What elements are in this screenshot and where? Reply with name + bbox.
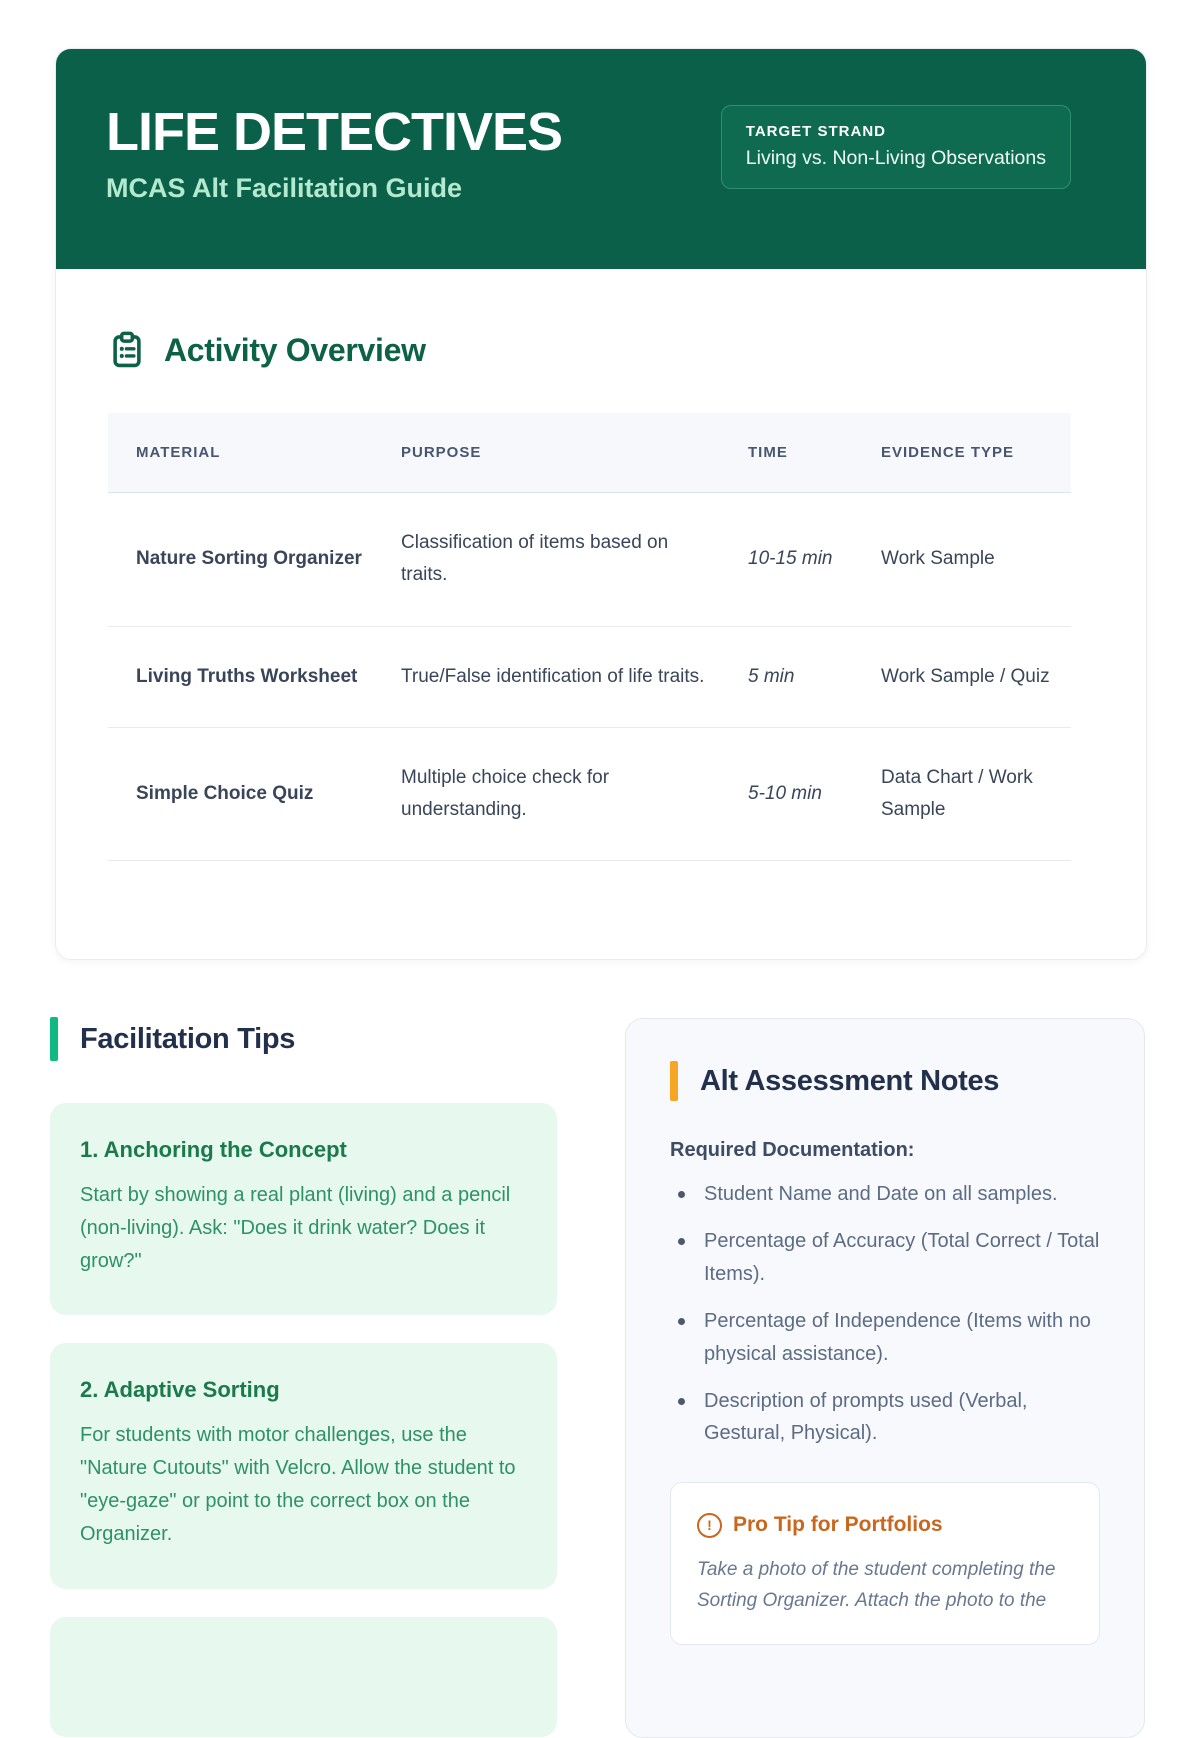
tip-body: Start by showing a real plant (living) and a pencil (non-living). Ask: "Does it drink water? Does it grow?" — [80, 1184, 511, 1272]
cell-time: 5 min — [720, 626, 853, 727]
cell-time: 5-10 min — [720, 727, 853, 861]
badge-label: TARGET STRAND — [745, 123, 886, 140]
tip-card — [50, 1103, 557, 1315]
tips-accent-bar — [50, 1017, 58, 1061]
alt-assessment-notes-heading: Alt Assessment Notes — [700, 1064, 1000, 1097]
tip-card — [50, 1343, 557, 1588]
alt-assessment-notes-card — [625, 1018, 1145, 1738]
notes-title-row — [670, 1059, 1100, 1103]
page-subtitle: MCAS Alt Facilitation Guide — [106, 173, 463, 203]
tip-title: 2. Adaptive Sorting — [80, 1377, 280, 1403]
bullet-item: Student Name and Date on all samples. — [670, 1178, 1100, 1210]
column-header-time: TIME — [720, 413, 853, 493]
activity-overview-section — [56, 269, 1146, 861]
table-row — [108, 493, 1071, 627]
cell-material: Simple Choice Quiz — [108, 727, 373, 861]
required-documentation-list — [670, 1178, 1100, 1450]
pro-tip-box — [670, 1482, 1100, 1646]
hero-header — [56, 49, 1146, 269]
facilitation-tips-section — [50, 1017, 557, 1737]
column-header-evidence: EVIDENCE TYPE — [853, 413, 1071, 493]
table-row — [108, 626, 1071, 727]
bullet-item: Percentage of Accuracy (Total Correct / Total Items). — [670, 1225, 1100, 1290]
clipboard-icon — [108, 331, 146, 369]
alert-circle-icon: ! — [697, 1513, 722, 1538]
guide-card — [55, 48, 1147, 960]
badge-value: Living vs. Non-Living Observations — [745, 147, 1046, 169]
activity-overview-title-row — [108, 331, 1094, 369]
cell-time: 10-15 min — [720, 493, 853, 627]
column-header-purpose: PURPOSE — [373, 413, 720, 493]
cell-material: Nature Sorting Organizer — [108, 493, 373, 627]
table-row — [108, 727, 1071, 861]
activity-overview-heading: Activity Overview — [164, 331, 426, 368]
cell-purpose: Classification of items based on traits. — [373, 493, 720, 627]
activity-overview-table — [108, 413, 1071, 861]
facilitation-tips-title-row — [50, 1017, 557, 1061]
bullet-item: Percentage of Independence (Items with no physical assistance). — [670, 1305, 1100, 1370]
pro-tip-body: Take a photo of the student completing the Sorting Organizer. Attach the photo to the — [697, 1558, 1056, 1611]
bullet-item: Description of prompts used (Verbal, Gestural, Physical). — [670, 1385, 1100, 1450]
cell-purpose: True/False identification of life traits. — [373, 626, 720, 727]
pro-tip-title-row — [697, 1513, 1073, 1538]
cell-evidence: Work Sample / Quiz — [853, 626, 1071, 727]
required-documentation-label: Required Documentation: — [670, 1139, 915, 1161]
cell-evidence: Data Chart / Work Sample — [853, 727, 1071, 861]
page-title: LIFE DETECTIVES — [106, 102, 563, 162]
notes-accent-bar — [670, 1061, 678, 1101]
cell-material: Living Truths Worksheet — [108, 626, 373, 727]
tip-card-partial — [50, 1617, 557, 1737]
column-header-material: MATERIAL — [108, 413, 373, 493]
target-strand-badge — [721, 105, 1071, 189]
cell-purpose: Multiple choice check for understanding. — [373, 727, 720, 861]
facilitation-tips-heading: Facilitation Tips — [80, 1022, 296, 1055]
pro-tip-title: Pro Tip for Portfolios — [733, 1513, 943, 1537]
cell-evidence: Work Sample — [853, 493, 1071, 627]
table-header-row — [108, 413, 1071, 493]
tip-title: 1. Anchoring the Concept — [80, 1137, 347, 1162]
tip-body: For students with motor challenges, use the "Nature Cutouts" with Velcro. Allow the student to "eye-gaze" or point to the correct box on the Organizer. — [80, 1424, 516, 1545]
hero-text — [106, 102, 563, 204]
